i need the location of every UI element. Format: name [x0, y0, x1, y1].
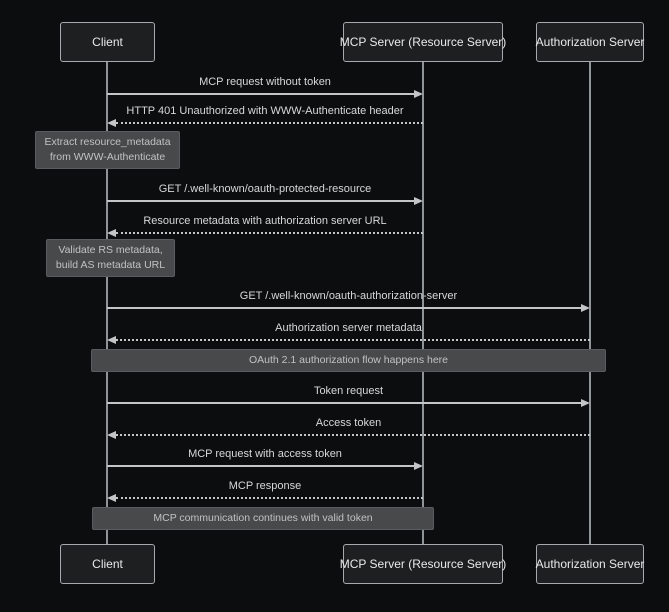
message-line — [116, 232, 423, 234]
actor-top-mcp-server — [339, 22, 507, 62]
message-label: Authorization server metadata — [275, 322, 422, 334]
message-line — [116, 339, 590, 341]
actor-label: MCP Server (Resource Server) — [339, 557, 507, 571]
arrowhead-left-icon — [107, 119, 116, 127]
message-line — [116, 497, 423, 499]
arrowhead-left-icon — [107, 494, 116, 502]
actor-bottom-mcp-server — [339, 544, 507, 584]
message-line — [116, 434, 590, 436]
lifeline-mcp-server — [422, 62, 424, 544]
message-line — [107, 465, 415, 467]
arrowhead-left-icon — [107, 336, 116, 344]
note-line: MCP communication continues with valid token — [153, 512, 373, 524]
actor-top-authorization-server — [536, 22, 644, 62]
message-label: HTTP 401 Unauthorized with WWW-Authenticate header — [126, 105, 404, 117]
message-line — [107, 402, 582, 404]
message-line — [107, 200, 415, 202]
message-label: Access token — [315, 417, 382, 429]
arrowhead-right-icon — [414, 462, 423, 470]
note-line: OAuth 2.1 authorization flow happens here — [248, 354, 449, 366]
note-line: from WWW-Authenticate — [49, 151, 166, 163]
arrowhead-right-icon — [414, 197, 423, 205]
note-line: build AS metadata URL — [55, 259, 166, 271]
actor-bottom-authorization-server — [536, 544, 644, 584]
note-line: Extract resource_metadata — [44, 136, 171, 148]
actor-label: Authorization Server — [535, 35, 645, 49]
note-extract-resource-metadata — [35, 131, 180, 169]
actor-label: MCP Server (Resource Server) — [339, 35, 507, 49]
actor-top-client — [60, 22, 155, 62]
note-line: Validate RS metadata, — [58, 244, 163, 256]
arrowhead-right-icon — [581, 399, 590, 407]
actor-label: Client — [92, 35, 123, 49]
message-label: MCP request with access token — [188, 448, 342, 460]
message-label: MCP request without token — [199, 76, 331, 88]
arrowhead-right-icon — [581, 304, 590, 312]
arrowhead-left-icon — [107, 431, 116, 439]
message-label: MCP response — [228, 480, 302, 492]
message-label: Token request — [313, 385, 384, 397]
message-label: GET /.well-known/oauth-authorization-server — [239, 290, 458, 302]
actor-bottom-client — [60, 544, 155, 584]
actor-label: Client — [92, 557, 123, 571]
actor-label: Authorization Server — [535, 557, 645, 571]
message-label: GET /.well-known/oauth-protected-resource — [158, 183, 372, 195]
note-oauth-flow — [91, 349, 606, 372]
message-line — [107, 307, 582, 309]
arrowhead-right-icon — [414, 90, 423, 98]
note-validate-rs-metadata — [46, 239, 175, 277]
message-line — [116, 122, 423, 124]
message-label: Resource metadata with authorization server URL — [143, 215, 387, 227]
note-mcp-communication-continues — [92, 507, 434, 530]
message-line — [107, 93, 415, 95]
arrowhead-left-icon — [107, 229, 116, 237]
